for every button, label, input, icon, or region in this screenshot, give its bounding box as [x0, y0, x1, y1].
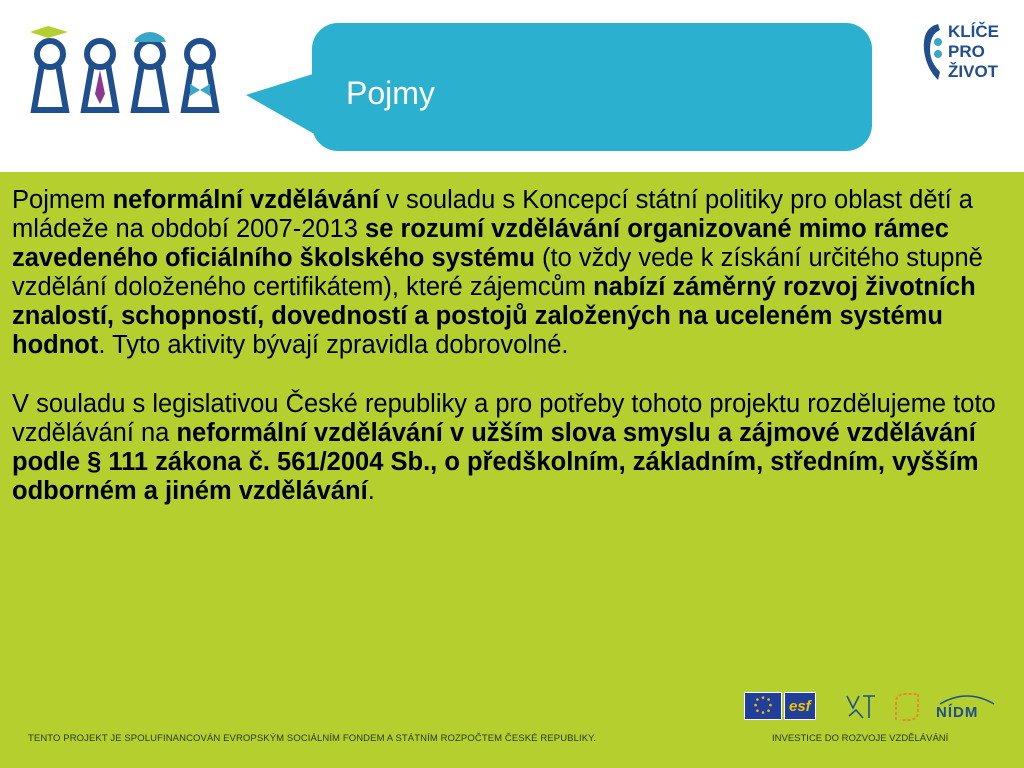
p1-bold-2: se rozumí vzdělávání organizované mimo rámec zavedeného oficiálního školského systému — [12, 215, 949, 272]
logo-line-1: KLÍČE — [948, 22, 999, 41]
p1-text-1: Pojmem — [12, 186, 113, 214]
header — [0, 0, 1024, 172]
footer-investment-text: INVESTICE DO ROZVOJE VZDĚLÁVÁNÍ — [772, 733, 949, 744]
bow-icon — [190, 84, 210, 96]
paragraph-2 — [12, 390, 1002, 506]
eu-flag-icon — [744, 692, 782, 720]
p1-bold-1: neformální vzdělávání — [112, 186, 380, 214]
body-text — [12, 186, 1002, 506]
funding-logos — [744, 690, 999, 726]
esf-logo — [784, 692, 816, 720]
klice-pro-zivot-logo — [916, 20, 1006, 88]
nidm-wordmark: NÍDM — [936, 704, 979, 721]
logo-wordmark — [948, 22, 999, 82]
logo-line-2: PRO — [948, 42, 985, 61]
keyhole-icon-4 — [184, 41, 216, 110]
nidm-logo — [936, 692, 998, 722]
tie-icon — [95, 70, 105, 104]
p1-text-4: . Tyto aktivity bývají zpravidla dobrovolné. — [98, 331, 569, 359]
esf-wordmark: esf — [789, 698, 811, 715]
footer-funding-text: TENTO PROJEKT JE SPOLUFINANCOVÁN EVROPSKÝM SOCIÁLNÍM FONDEM A STÁTNÍM ROZPOČTEM ČESKÉ REPUBLIKY. — [28, 733, 597, 744]
p1-text-3: (to vždy vede k získání určitého stupně vzdělání doloženého certifikátem), které zájemcům — [12, 244, 983, 301]
p2-text-2: . — [367, 477, 375, 505]
cap-icon — [30, 26, 68, 38]
content-area — [0, 172, 1024, 768]
eu-stars-icon — [745, 693, 781, 719]
keyholes-logo — [28, 24, 223, 116]
p1-bold-3: nabízí záměrný rozvoj životních znalostí, schopností, dovedností a postojů založených na uceleném systému hodnot — [12, 273, 976, 359]
page-title: Pojmy — [346, 75, 435, 111]
p2-text-1: V souladu s legislativou České republiky a pro potřeby tohoto projektu rozdělujeme toto vzdělávání na — [12, 390, 996, 447]
nuov-logo-icon — [890, 690, 924, 724]
paragraph-1 — [12, 186, 1002, 360]
keyhole-icon-1 — [34, 41, 66, 110]
p2-bold-1: neformální vzdělávání v užším slova smyslu a zájmové vzdělávání podle § 111 zákona č. 561/2004 Sb., o předškolním, základním, středním, vyšším odborném a jiném vzdělávání — [12, 419, 979, 505]
hat-icon — [134, 32, 166, 42]
keyhole-icon-3 — [134, 41, 166, 110]
key-logo-icon — [916, 20, 946, 84]
msmt-logo-icon — [844, 690, 878, 722]
p1-text-2: v souladu s Koncepcí státní politiky pro oblast dětí a mládeže na období 2007-2013 — [12, 186, 973, 243]
title-bubble — [312, 23, 872, 151]
speech-bubble-tail — [246, 73, 316, 135]
logo-line-3: ŽIVOT — [948, 62, 999, 81]
